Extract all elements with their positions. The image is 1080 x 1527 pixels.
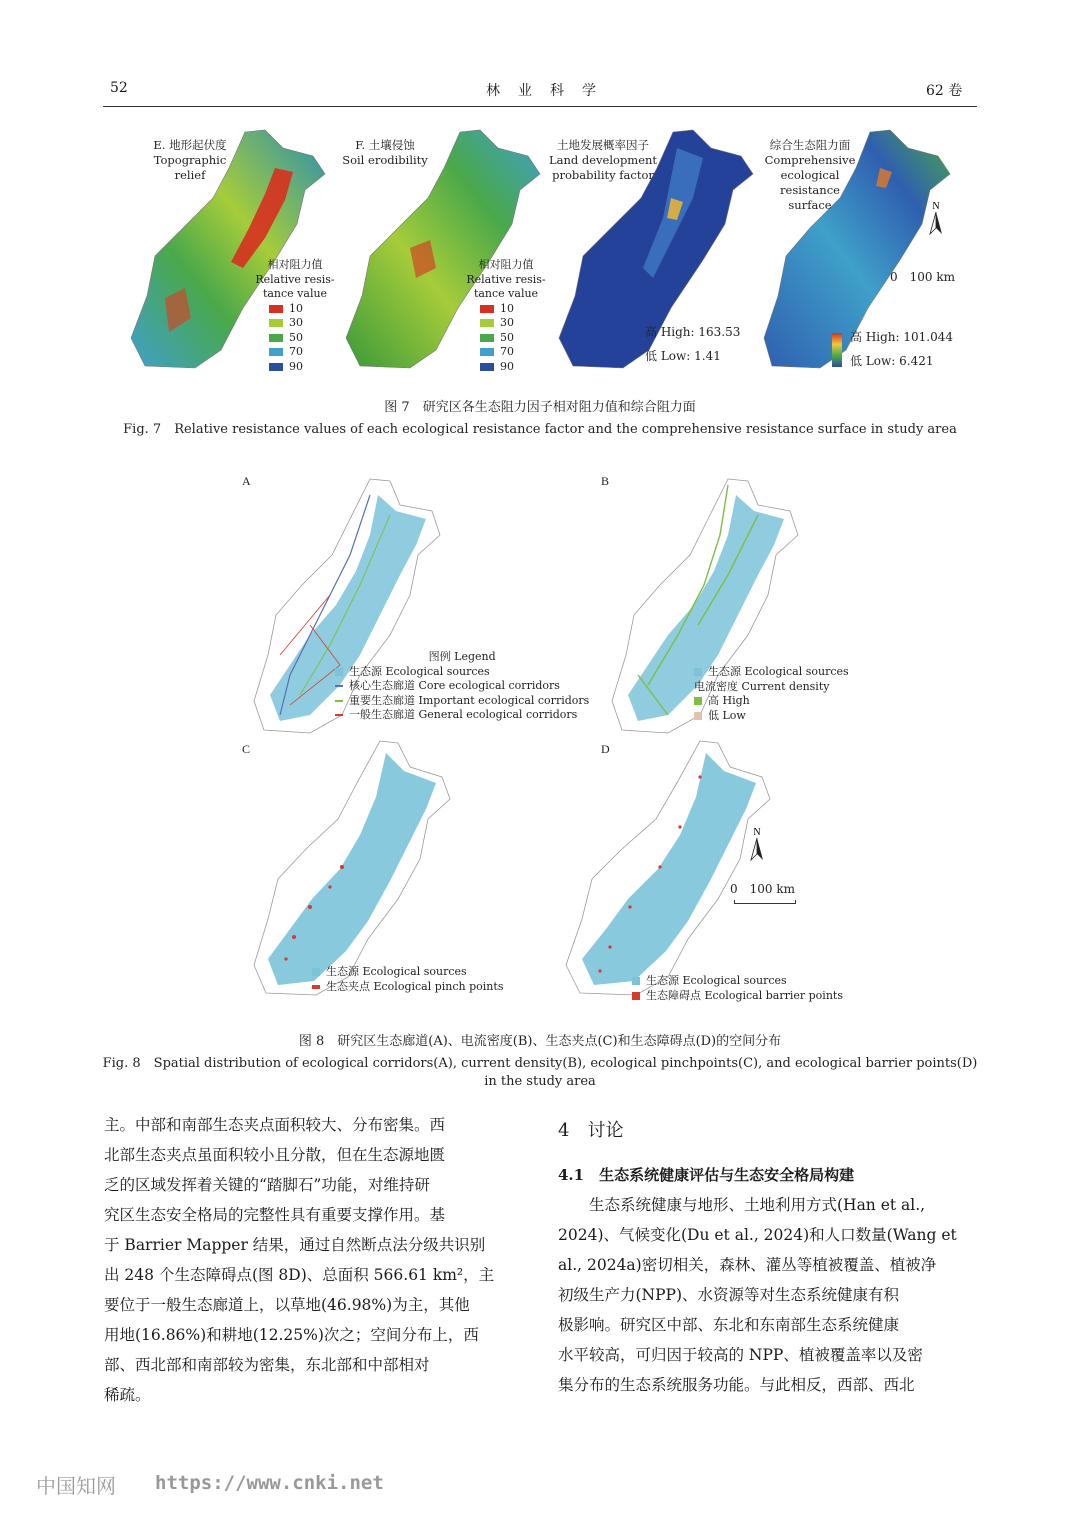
text-line: 生态系统健康与地形、土地利用方式(Han et al.,: [558, 1196, 926, 1214]
fig8-panel-b-letter: B: [601, 474, 610, 488]
fig8-panel-a-letter: A: [242, 474, 251, 488]
fig8-panel-d-letter: D: [601, 742, 610, 756]
fig7-label-soil-cn: F. 土壤侵蚀: [355, 138, 415, 152]
scale-bar-label: 0 100 km: [730, 882, 796, 896]
fig8-legend-c: [312, 965, 503, 994]
legend-title-en1: Relative resis-: [255, 272, 335, 286]
text-line: 出 248 个生态障碍点(图 8D)、总面积 566.61 km²，主: [104, 1266, 495, 1284]
fig7-label-comp-cn: 综合生态阻力面: [769, 138, 851, 152]
legend-d-barrier: 生态障碍点 Ecological barrier points: [632, 989, 843, 1004]
north-arrow-icon: [926, 200, 946, 236]
legend-row: 70: [480, 345, 546, 360]
cnki-url[interactable]: https://www.cnki.net: [155, 1472, 384, 1494]
legend-row: 10: [269, 302, 335, 317]
text-line: 于 Barrier Mapper 结果，通过自然断点法分级共识别: [104, 1236, 486, 1254]
legend-b-low: 低 Low: [694, 709, 849, 724]
land-high-label: 高 High: 163.53: [645, 325, 741, 339]
svg-text:N: N: [753, 827, 761, 838]
legend-c-sources: 生态源 Ecological sources: [312, 965, 503, 980]
comp-low-label: 低 Low: 6.421: [850, 354, 934, 368]
text-line: 用地(16.86%)和耕地(12.25%)次之；空间分布上，西: [104, 1326, 479, 1344]
legend-title-cn: 相对阻力值: [267, 258, 323, 271]
fig8-map-pinch-points: [250, 737, 460, 999]
legend-row: 90: [480, 360, 546, 375]
text-line: 部、西北部和南部较为密集，东北部和中部相对: [104, 1356, 430, 1374]
text-line: 集分布的生态系统服务功能。与此相反，西部、西北: [558, 1376, 915, 1394]
legend-a-sources: 生态源 Ecological sources: [335, 665, 589, 680]
legend-row: 30: [269, 316, 335, 331]
land-low-label: 低 Low: 1.41: [645, 349, 721, 363]
right-column-text: [558, 1190, 976, 1400]
legend-row: 70: [269, 345, 335, 360]
fig8-legend-b: [694, 665, 849, 723]
text-line: 稀疏。: [104, 1386, 151, 1404]
north-arrow-icon: [747, 826, 767, 862]
comp-gradient-bar: [832, 333, 842, 367]
fig7-label-soil-en1: Soil erodibility: [342, 153, 428, 167]
legend-row: 10: [480, 302, 546, 317]
legend-b-density-title: 电流密度 Current density: [694, 679, 830, 693]
left-column-text: [104, 1110, 520, 1410]
volume-label: 62 卷: [926, 83, 963, 99]
text-line: 北部生态夹点虽面积较小且分散，但在生态源地匮: [104, 1146, 446, 1164]
text-line: 初级生产力(NPP)、水资源等对生态系统健康有积: [558, 1286, 900, 1304]
fig8-panel-c-letter: C: [242, 742, 251, 756]
legend-a-title: 图例 Legend: [428, 650, 496, 663]
fig7-label-comp-en1: Comprehensive: [764, 153, 856, 167]
legend-row: 30: [480, 316, 546, 331]
text-line: 究区生态安全格局的完整性具有重要支撑作用。基: [104, 1206, 446, 1224]
fig7-label-comp-en2: ecological: [780, 168, 840, 182]
legend-row: 50: [269, 331, 335, 346]
text-line: al., 2024a)密切相关，森林、灌丛等植被覆盖、植被净: [558, 1256, 937, 1274]
scale-bar-label: 0 100 km: [890, 270, 956, 284]
fig7-label-comp-en3: resistance: [780, 183, 840, 197]
legend-b-sources: 生态源 Ecological sources: [694, 665, 849, 680]
legend-d-sources: 生态源 Ecological sources: [632, 974, 843, 989]
fig7-legend-relief: [255, 258, 335, 374]
fig8-caption-en2: in the study area: [484, 1074, 596, 1089]
subsection-heading: 4.1 生态系统健康评估与生态安全格局构建: [558, 1166, 855, 1184]
legend-row: 50: [480, 331, 546, 346]
fig7-label-comp-en4: surface: [788, 198, 832, 212]
comp-high-label: 高 High: 101.044: [850, 330, 954, 344]
page-number: 52: [110, 80, 128, 96]
fig8-map-barrier-points: [560, 737, 790, 999]
fig7-label-land-cn: 土地发展概率因子: [557, 138, 649, 152]
legend-row: 90: [269, 360, 335, 375]
text-line: 水平较高，可归因于较高的 NPP、植被覆盖率以及密: [558, 1346, 923, 1364]
text-line: 极影响。研究区中部、东北和东南部生态系统健康: [558, 1316, 900, 1334]
fig8-caption-en1: Fig. 8 Spatial distribution of ecological corridors(A), current density(B), ecological pinchpoints(C), and ecological barrier points(D): [102, 1056, 978, 1071]
legend-c-pinch: 生态夹点 Ecological pinch points: [312, 980, 503, 995]
section-heading: 4 讨论: [558, 1120, 624, 1141]
scale-bar: [734, 900, 796, 904]
cnki-logo-text: 中国知网: [36, 1474, 116, 1498]
fig7-caption-en: Fig. 7 Relative resistance values of each ecological resistance factor and the comprehensive resistance surface in study area: [123, 422, 957, 437]
fig8-legend-a: [335, 650, 589, 723]
header-rule: [103, 106, 977, 107]
fig7-label-land-en1: Land development: [548, 153, 658, 167]
legend-b-high: 高 High: [694, 694, 849, 709]
fig7-label-relief-cn: E. 地形起伏度: [153, 138, 227, 152]
journal-title: 林 业 科 学: [486, 83, 598, 99]
svg-text:N: N: [932, 201, 940, 212]
legend-a-general: 一般生态廊道 General ecological corridors: [335, 708, 589, 723]
text-line: 主。中部和南部生态夹点面积较大、分布密集。西: [104, 1116, 446, 1134]
fig7-legend-soil: 相对阻力值 Relative resis- tance value 10 30 50 70 90: [466, 258, 546, 373]
text-line: 乏的区域发挥着关键的“踏脚石”功能，对维持研: [104, 1176, 430, 1194]
fig8-caption-cn: 图 8 研究区生态廊道(A)、电流密度(B)、生态夹点(C)和生态障碍点(D)的空间分布: [298, 1034, 782, 1049]
fig7-caption-cn: 图 7 研究区各生态阻力因子相对阻力值和综合阻力面: [384, 400, 696, 415]
legend-a-important: 重要生态廊道 Important ecological corridors: [335, 694, 589, 709]
text-line: 2024)、气候变化(Du et al., 2024)和人口数量(Wang et: [558, 1226, 957, 1244]
fig8-legend-d: [632, 974, 843, 1003]
fig7-label-relief-en2: relief: [174, 168, 206, 182]
legend-a-core: 核心生态廊道 Core ecological corridors: [335, 679, 589, 694]
text-line: 要位于一般生态廊道上，以草地(46.98%)为主，其他: [104, 1296, 470, 1314]
fig7-label-relief-en1: Topographic: [153, 153, 227, 167]
fig7-label-land-en2: probability factor: [552, 168, 654, 182]
legend-title-en2: tance value: [262, 287, 328, 300]
